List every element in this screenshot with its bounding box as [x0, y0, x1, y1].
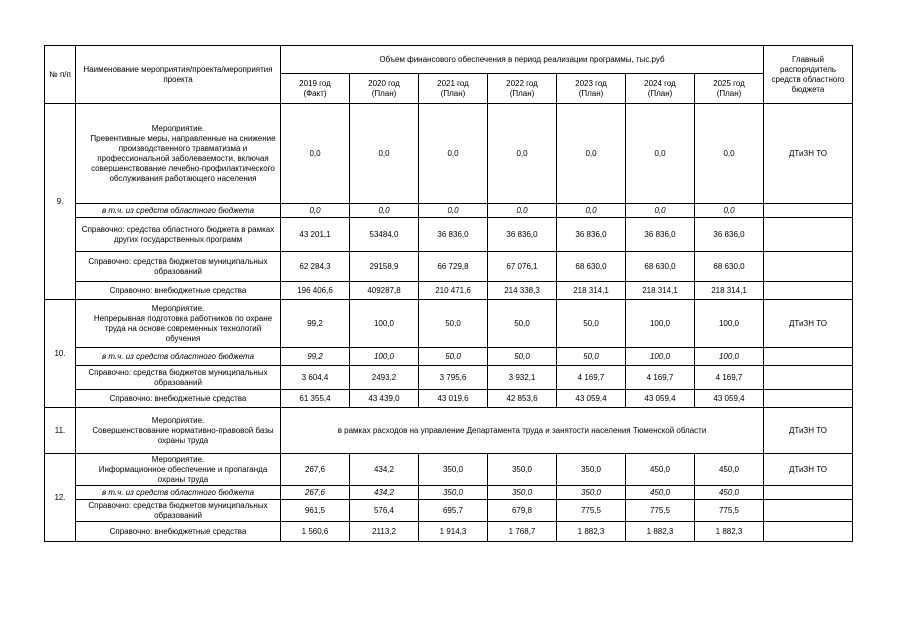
subrow-label: в т.ч. из средств областного бюджета — [76, 204, 281, 218]
value-cell: 2493,2 — [350, 366, 419, 390]
value-cell: 210 471,6 — [419, 282, 488, 300]
header-year: 2024 год — [644, 78, 676, 88]
header-year: 2019 год — [299, 78, 331, 88]
header-year-cell — [488, 74, 557, 104]
header-funding: Объем финансового обеспечения в период реализации программы, тыс.руб — [281, 46, 764, 74]
subrow — [45, 282, 853, 300]
activity-number: 9. — [45, 104, 76, 300]
header-year-cell — [350, 74, 419, 104]
value-cell: 100,0 — [626, 300, 695, 348]
subrow — [45, 500, 853, 522]
header-year-kind: (План) — [647, 88, 673, 98]
value-cell: 218 314,1 — [695, 282, 764, 300]
value-cell: 29158,9 — [350, 252, 419, 282]
value-cell: 100,0 — [350, 300, 419, 348]
subrow — [45, 252, 853, 282]
value-cell: 100,0 — [350, 348, 419, 366]
manager-empty-cell — [764, 218, 853, 252]
header-year: 2021 год — [437, 78, 469, 88]
header-year-kind: (Факт) — [303, 88, 327, 98]
value-cell: 43 019,6 — [419, 390, 488, 408]
value-cell: 0,0 — [626, 104, 695, 204]
subrow — [45, 366, 853, 390]
subrow — [45, 204, 853, 218]
value-cell: 775,5 — [626, 500, 695, 522]
activity-description: Совершенствование нормативно-правовой базы охраны труда — [92, 425, 274, 445]
value-cell: 196 406,6 — [281, 282, 350, 300]
value-cell: 434,2 — [350, 454, 419, 486]
value-cell: 0,0 — [419, 104, 488, 204]
value-cell: 36 836,0 — [557, 218, 626, 252]
value-cell: 409287,8 — [350, 282, 419, 300]
value-cell: 50,0 — [488, 300, 557, 348]
value-cell: 2113,2 — [350, 522, 419, 542]
value-cell: 267,6 — [281, 454, 350, 486]
header-year-kind: (План) — [578, 88, 604, 98]
value-cell: 43 439,0 — [350, 390, 419, 408]
value-cell: 350,0 — [557, 454, 626, 486]
value-cell: 775,5 — [695, 500, 764, 522]
manager-empty-cell — [764, 486, 853, 500]
activity-description: Информационное обеспечение и пропаганда охраны труда — [98, 464, 268, 484]
value-cell: 50,0 — [557, 348, 626, 366]
value-cell: 43 059,4 — [695, 390, 764, 408]
value-cell: 1 882,3 — [557, 522, 626, 542]
activity-name — [76, 104, 281, 204]
value-cell: 434,2 — [350, 486, 419, 500]
subrow — [45, 486, 853, 500]
value-cell: 450,0 — [695, 454, 764, 486]
header-year-cell — [557, 74, 626, 104]
subrow-label: в т.ч. из средств областного бюджета — [76, 486, 281, 500]
value-cell: 50,0 — [419, 300, 488, 348]
value-cell: 50,0 — [557, 300, 626, 348]
manager-empty-cell — [764, 366, 853, 390]
activity-description: Непрерывная подготовка работников по охране труда на основе современных технологий обучения — [93, 313, 273, 343]
value-cell: 0,0 — [281, 104, 350, 204]
manager-cell: ДТиЗН ТО — [764, 104, 853, 204]
value-cell: 679,8 — [488, 500, 557, 522]
header-year-cell — [419, 74, 488, 104]
value-cell: 53484,0 — [350, 218, 419, 252]
header-manager: Главный распорядитель средств областного бюджета — [764, 46, 853, 104]
value-cell: 0,0 — [557, 204, 626, 218]
value-cell: 66 729,8 — [419, 252, 488, 282]
value-cell: 450,0 — [695, 486, 764, 500]
subrow-label: Справочно: средства бюджетов муниципальных образований — [76, 252, 281, 282]
activity-name — [76, 408, 281, 454]
value-cell: 50,0 — [488, 348, 557, 366]
value-cell: 0,0 — [350, 204, 419, 218]
value-cell: 576,4 — [350, 500, 419, 522]
subrow-label: Справочно: средства бюджетов муниципальных образований — [76, 500, 281, 522]
value-cell: 3 604,4 — [281, 366, 350, 390]
subrow-label: Справочно: внебюджетные средства — [76, 522, 281, 542]
value-cell: 0,0 — [557, 104, 626, 204]
header-name: Наименование мероприятия/проекта/мероприятия проекта — [76, 46, 281, 104]
header-year-cell — [281, 74, 350, 104]
value-cell: 450,0 — [626, 454, 695, 486]
manager-cell: ДТиЗН ТО — [764, 300, 853, 348]
value-cell: 961,5 — [281, 500, 350, 522]
manager-empty-cell — [764, 348, 853, 366]
value-cell: 695,7 — [419, 500, 488, 522]
activity-name — [76, 454, 281, 486]
value-cell: 68 630,0 — [626, 252, 695, 282]
value-cell: 350,0 — [488, 486, 557, 500]
value-cell: 4 169,7 — [626, 366, 695, 390]
value-cell: 3 932,1 — [488, 366, 557, 390]
manager-empty-cell — [764, 390, 853, 408]
header-num: № п/п — [45, 46, 76, 104]
value-cell: 42 853,6 — [488, 390, 557, 408]
value-cell: 1 914,3 — [419, 522, 488, 542]
value-cell: 68 630,0 — [695, 252, 764, 282]
header-year: 2023 год — [575, 78, 607, 88]
header-year-kind: (План) — [716, 88, 742, 98]
value-cell: 218 314,1 — [626, 282, 695, 300]
activity-row — [45, 454, 853, 486]
activity-row — [45, 104, 853, 204]
subrow-label: Справочно: средства бюджетов муниципальных образований — [76, 366, 281, 390]
value-cell: 62 284,3 — [281, 252, 350, 282]
manager-empty-cell — [764, 522, 853, 542]
value-cell: 0,0 — [695, 104, 764, 204]
value-cell: 1 882,3 — [626, 522, 695, 542]
value-cell: 775,5 — [557, 500, 626, 522]
value-cell: 350,0 — [419, 454, 488, 486]
value-cell: 36 836,0 — [626, 218, 695, 252]
value-cell: 1 768,7 — [488, 522, 557, 542]
header-year-cell — [626, 74, 695, 104]
subrow — [45, 218, 853, 252]
value-cell: 450,0 — [626, 486, 695, 500]
value-cell: 4 169,7 — [557, 366, 626, 390]
value-cell: 67 076,1 — [488, 252, 557, 282]
activity-number: 10. — [45, 300, 76, 408]
activity-row — [45, 300, 853, 348]
header-year: 2020 год — [368, 78, 400, 88]
activity-number: 11. — [45, 408, 76, 454]
activity-title: Мероприятие. — [151, 123, 205, 133]
subrow-label: в т.ч. из средств областного бюджета — [76, 348, 281, 366]
activity-title: Мероприятие. — [151, 454, 205, 464]
header-year: 2022 год — [506, 78, 538, 88]
value-cell: 100,0 — [695, 300, 764, 348]
value-cell: 50,0 — [419, 348, 488, 366]
value-cell: 214 338,3 — [488, 282, 557, 300]
value-cell: 350,0 — [419, 486, 488, 500]
value-cell: 43 059,4 — [557, 390, 626, 408]
activity-name — [76, 300, 281, 348]
value-cell: 350,0 — [488, 454, 557, 486]
manager-cell: ДТиЗН ТО — [764, 408, 853, 454]
value-cell: 100,0 — [626, 348, 695, 366]
value-cell: 1 882,3 — [695, 522, 764, 542]
value-cell: 68 630,0 — [557, 252, 626, 282]
header-year-kind: (План) — [371, 88, 397, 98]
activity-description: Превентивные меры, направленные на снижение производственного травматизма и профессиональной заболеваемости, включая совершенствование лечебно-профилактического обслуживания работающего населения — [90, 133, 276, 183]
subrow — [45, 522, 853, 542]
funding-table — [44, 45, 853, 542]
value-cell: 0,0 — [281, 204, 350, 218]
subrow-label: Справочно: внебюджетные средства — [76, 390, 281, 408]
header-year: 2025 год — [713, 78, 745, 88]
manager-empty-cell — [764, 282, 853, 300]
value-cell: 43 059,4 — [626, 390, 695, 408]
value-cell: 43 201,1 — [281, 218, 350, 252]
value-cell: 350,0 — [557, 486, 626, 500]
value-cell: 4 169,7 — [695, 366, 764, 390]
value-cell: 36 836,0 — [419, 218, 488, 252]
value-cell: 0,0 — [695, 204, 764, 218]
activity-row — [45, 408, 853, 454]
manager-empty-cell — [764, 252, 853, 282]
value-cell: 0,0 — [488, 104, 557, 204]
manager-empty-cell — [764, 204, 853, 218]
value-cell: 61 355,4 — [281, 390, 350, 408]
value-cell: 36 836,0 — [488, 218, 557, 252]
activity-title: Мероприятие. — [151, 303, 205, 313]
value-cell: 0,0 — [626, 204, 695, 218]
manager-cell: ДТиЗН ТО — [764, 454, 853, 486]
subrow-label: Справочно: внебюджетные средства — [76, 282, 281, 300]
value-cell: 100,0 — [695, 348, 764, 366]
value-cell: 99,2 — [281, 348, 350, 366]
value-cell: 0,0 — [350, 104, 419, 204]
manager-empty-cell — [764, 500, 853, 522]
value-cell: 267,6 — [281, 486, 350, 500]
value-cell: 36 836,0 — [695, 218, 764, 252]
activity-number: 12. — [45, 454, 76, 542]
value-cell: 1 560,6 — [281, 522, 350, 542]
merged-funding-note: в рамках расходов на управление Департамента труда и занятости населения Тюменской области — [281, 408, 764, 454]
value-cell: 0,0 — [419, 204, 488, 218]
subrow — [45, 348, 853, 366]
subrow — [45, 390, 853, 408]
value-cell: 99,2 — [281, 300, 350, 348]
header-year-cell — [695, 74, 764, 104]
header-year-kind: (План) — [440, 88, 466, 98]
header-year-kind: (План) — [509, 88, 535, 98]
value-cell: 218 314,1 — [557, 282, 626, 300]
subrow-label: Справочно: средства областного бюджета в рамках других государственных программ — [76, 218, 281, 252]
value-cell: 3 795,6 — [419, 366, 488, 390]
activity-title: Мероприятие. — [151, 415, 205, 425]
value-cell: 0,0 — [488, 204, 557, 218]
